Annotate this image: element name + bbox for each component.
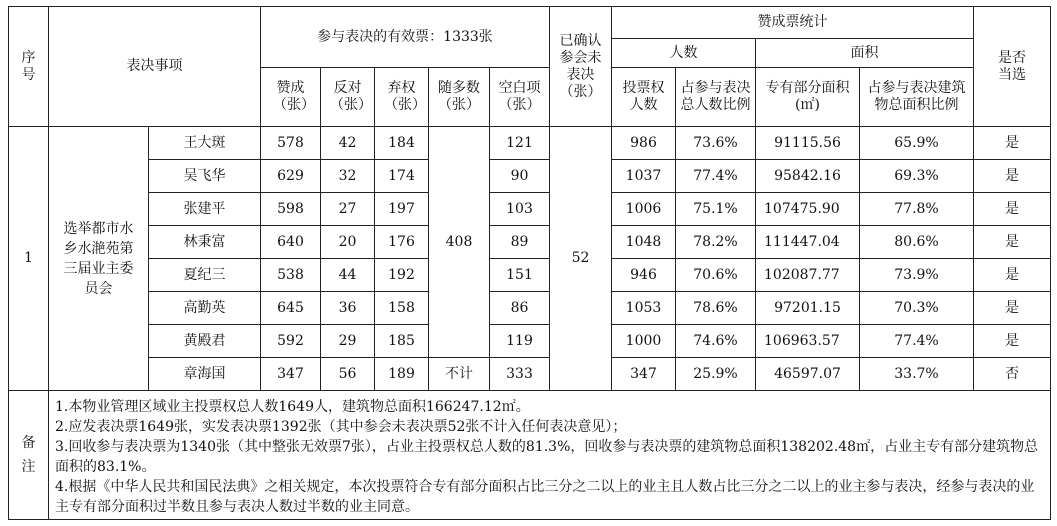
header-area: 专有部分面积(㎡) — [756, 68, 860, 127]
abstain-count: 189 — [375, 358, 429, 391]
voters-count: 347 — [612, 358, 676, 391]
area-value: 111447.04 — [756, 226, 860, 259]
header-area-ratio: 占参与表决建筑物总面积比例 — [860, 68, 974, 127]
header-count-group: 人数 — [612, 39, 756, 68]
candidate-name: 张建平 — [149, 193, 261, 226]
candidate-name: 高勤英 — [149, 292, 261, 325]
candidate-name: 黄殿君 — [149, 325, 261, 358]
area-ratio: 80.6% — [860, 226, 974, 259]
abstain-count: 174 — [375, 160, 429, 193]
abstain-count: 158 — [375, 292, 429, 325]
candidate-name: 章海国 — [149, 358, 261, 391]
oppose-count: 27 — [321, 193, 375, 226]
area-ratio: 69.3% — [860, 160, 974, 193]
note-line: 4.根据《中华人民共和国民法典》之相关规定，本次投票符合专有部分面积占比三分之二以上的业主且人数占比三分之二以上的业主参与表决，经参与表决的业主专有部分面积过半数且参与表决人数过半数的业主同意。 — [55, 479, 1035, 515]
follow-majority-count: 不计 — [429, 358, 490, 391]
voter-ratio: 74.6% — [676, 325, 756, 358]
area-ratio: 70.3% — [860, 292, 974, 325]
blank-count: 86 — [490, 292, 550, 325]
table-row — [9, 193, 1051, 226]
approve-count: 640 — [261, 226, 321, 259]
abstain-count: 197 — [375, 193, 429, 226]
area-value: 102087.77 — [756, 259, 860, 292]
elected-flag: 是 — [974, 193, 1051, 226]
area-ratio: 73.9% — [860, 259, 974, 292]
notes-row — [9, 391, 1051, 520]
notes-content — [49, 391, 1051, 520]
header-item: 表决事项 — [49, 7, 261, 127]
approve-count: 629 — [261, 160, 321, 193]
elected-flag: 是 — [974, 259, 1051, 292]
oppose-count: 44 — [321, 259, 375, 292]
voters-count: 946 — [612, 259, 676, 292]
area-ratio: 65.9% — [860, 127, 974, 160]
header-elected: 是否当选 — [974, 7, 1051, 127]
blank-count: 119 — [490, 325, 550, 358]
group-item: 选举都市水乡水滟苑第三届业主委员会 — [49, 127, 149, 391]
confirmed-not-voted-count: 52 — [550, 127, 612, 391]
table-row — [9, 292, 1051, 325]
area-ratio: 77.8% — [860, 193, 974, 226]
header-voters: 投票权人数 — [612, 68, 676, 127]
voter-ratio: 78.2% — [676, 226, 756, 259]
header-confirmed-not-voted: 已确认参会未表决（张） — [550, 7, 612, 127]
voter-ratio: 73.6% — [676, 127, 756, 160]
table-row — [9, 358, 1051, 391]
table-row — [9, 127, 1051, 160]
elected-flag: 否 — [974, 358, 1051, 391]
voter-ratio: 25.9% — [676, 358, 756, 391]
area-value: 95842.16 — [756, 160, 860, 193]
header-voter-ratio: 占参与表决总人数比例 — [676, 68, 756, 127]
header-oppose: 反对（张） — [321, 68, 375, 127]
abstain-count: 185 — [375, 325, 429, 358]
voters-count: 1006 — [612, 193, 676, 226]
oppose-count: 36 — [321, 292, 375, 325]
header-blank: 空白项（张） — [490, 68, 550, 127]
notes-label: 备注 — [9, 391, 49, 520]
table-row — [9, 226, 1051, 259]
area-value: 97201.15 — [756, 292, 860, 325]
blank-count: 151 — [490, 259, 550, 292]
approve-count: 578 — [261, 127, 321, 160]
approve-count: 598 — [261, 193, 321, 226]
note-line: 3.回收参与表决票为1340张（其中整张无效票7张），占业主投票权总人数的81.3%，回收参与表决票的建筑物总面积138202.48㎡，占业主专有部分建筑物总面积的83.1%。 — [55, 439, 1039, 475]
voter-ratio: 78.6% — [676, 292, 756, 325]
elected-flag: 是 — [974, 160, 1051, 193]
table-row — [9, 160, 1051, 193]
blank-count: 333 — [490, 358, 550, 391]
candidate-name: 王大斑 — [149, 127, 261, 160]
voters-count: 1037 — [612, 160, 676, 193]
area-value: 46597.07 — [756, 358, 860, 391]
table-row — [9, 259, 1051, 292]
oppose-count: 32 — [321, 160, 375, 193]
header-approve-stats: 赞成票统计 — [612, 7, 974, 39]
note-line: 2.应发表决票1649张，实发表决票1392张（其中参会未表决票52张不计入任何表决意见）； — [55, 419, 627, 435]
voter-ratio: 75.1% — [676, 193, 756, 226]
elected-flag: 是 — [974, 292, 1051, 325]
group-seq: 1 — [9, 127, 49, 391]
oppose-count: 42 — [321, 127, 375, 160]
abstain-count: 184 — [375, 127, 429, 160]
abstain-count: 176 — [375, 226, 429, 259]
blank-count: 103 — [490, 193, 550, 226]
voter-ratio: 77.4% — [676, 160, 756, 193]
area-value: 107475.90 — [756, 193, 860, 226]
voters-count: 986 — [612, 127, 676, 160]
note-line: 1.本物业管理区域业主投票权总人数1649人，建筑物总面积166247.12㎡。 — [55, 399, 530, 415]
candidate-name: 林秉富 — [149, 226, 261, 259]
follow-majority-count: 408 — [429, 127, 490, 358]
blank-count: 89 — [490, 226, 550, 259]
voter-ratio: 70.6% — [676, 259, 756, 292]
blank-count: 90 — [490, 160, 550, 193]
abstain-count: 192 — [375, 259, 429, 292]
area-ratio: 77.4% — [860, 325, 974, 358]
oppose-count: 29 — [321, 325, 375, 358]
header-approve: 赞成（张） — [261, 68, 321, 127]
oppose-count: 20 — [321, 226, 375, 259]
header-valid-votes: 参与表决的有效票：1333张 — [261, 7, 550, 68]
header-seq: 序号 — [9, 7, 49, 127]
approve-count: 538 — [261, 259, 321, 292]
candidate-name: 夏纪三 — [149, 259, 261, 292]
area-value: 106963.57 — [756, 325, 860, 358]
voters-count: 1000 — [612, 325, 676, 358]
candidate-name: 吴飞华 — [149, 160, 261, 193]
vote-results-table — [8, 6, 1051, 520]
table-row — [9, 325, 1051, 358]
area-ratio: 33.7% — [860, 358, 974, 391]
header-follow-majority: 随多数（张） — [429, 68, 490, 127]
elected-flag: 是 — [974, 127, 1051, 160]
approve-count: 592 — [261, 325, 321, 358]
area-value: 91115.56 — [756, 127, 860, 160]
voters-count: 1053 — [612, 292, 676, 325]
blank-count: 121 — [490, 127, 550, 160]
voters-count: 1048 — [612, 226, 676, 259]
elected-flag: 是 — [974, 226, 1051, 259]
elected-flag: 是 — [974, 325, 1051, 358]
header-abstain: 弃权（张） — [375, 68, 429, 127]
approve-count: 347 — [261, 358, 321, 391]
approve-count: 645 — [261, 292, 321, 325]
oppose-count: 56 — [321, 358, 375, 391]
header-area-group: 面积 — [756, 39, 974, 68]
